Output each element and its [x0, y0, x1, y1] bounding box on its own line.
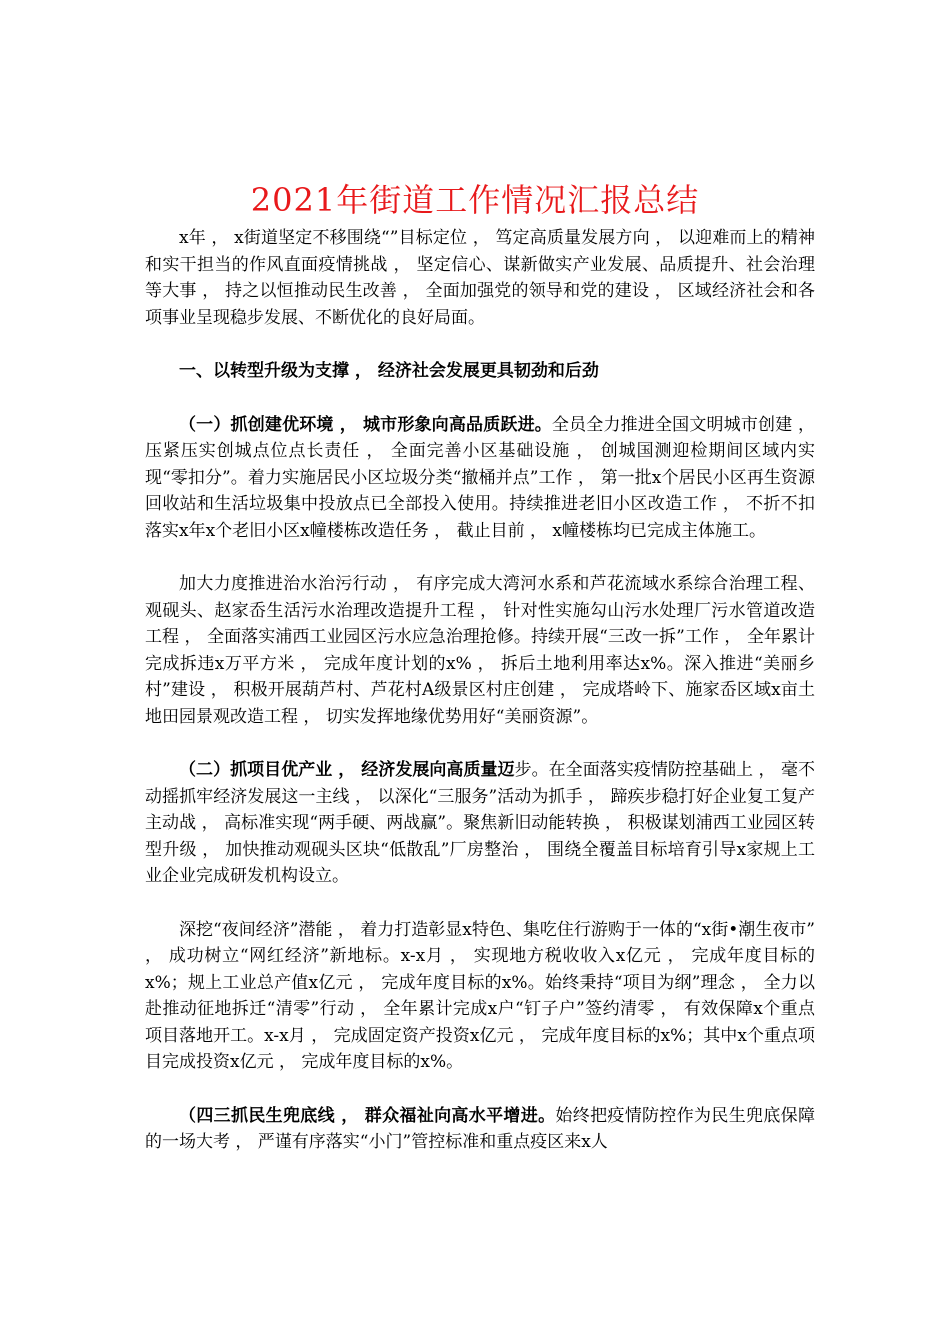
item-3-lead: （四三抓民生兜底线 ， 群众福祉向高水平增进。	[179, 1105, 556, 1126]
item-3-body: 始终把疫情防控作为民生兜底保障的一场大考 ， 严谨有序落实“小门”管控标准和重点疫区来x人	[145, 1105, 816, 1152]
item-2-paragraph-2: 深挖“夜间经济”潜能 ， 着力打造彰显x特色、集吃住行游购于一体的“x街•潮生夜市” ， 成功树立“网红经济”新地标。x-x月 ， 实现地方税收收入x亿元 ， 完成年度目标的x%；规上工业总产值x亿元 ， 完成年度目标的x%。始终秉持“项目为纲”理念 ， 全力以赴推动征地拆迁“清零”行动 ， 全年累计完成x户“钉子户”签约清零 ， 有效保障x个重点项目落地开工。x-x月 ， 完成固定资产投资x亿元 ， 完成年度目标的x%；其中x个重点项目完成投资x亿元 ， 完成年度目标的x%。	[145, 919, 815, 1072]
item-2-body: 步。在全面落实疫情防控基础上 ， 毫不动摇抓牢经济发展这一主线 ， 以深化“三服务”活动为抓手 ， 蹄疾步稳打好企业复工复产主动战 ， 高标准实现“两手硬、两战赢”。聚焦新旧动能转换 ， 积极谋划浦西工业园区转型升级 ， 加快推动观砚头区块“低散乱”厂房整治 ， 围绕全覆盖目标培育引导x家规上工业企业完成研发机构设立。	[145, 760, 815, 886]
document-title: 2021年街道工作情况汇报总结	[250, 181, 700, 220]
item-2-lead: （二）抓项目优产业 ， 经济发展向高质量迈	[179, 760, 515, 780]
item-1-lead: （一）抓创建优环境 ， 城市形象向高品质跃进。	[179, 414, 552, 435]
item-1-paragraph	[145, 412, 815, 545]
section-heading-1: 一、以转型升级为支撑 ， 经济社会发展更具韧劲和后劲	[179, 361, 599, 381]
document-body	[145, 225, 815, 1156]
item-2-paragraph	[145, 757, 815, 890]
intro-paragraph: x年 ， x街道坚定不移围绕“”目标定位 ， 笃定高质量发展方向 ， 以迎难而上的精神和实干担当的作风直面疫情挑战 ， 坚定信心、谋新做实产业发展、品质提升、社会治理等大事 ， 持之以恒推动民生改善 ， 全面加强党的领导和党的建设 ， 区域经济社会和各项事业呈现稳步发展、不断优化的良好局面。	[145, 228, 815, 328]
item-1-paragraph-2: 加大力度推进治水治污行动 ， 有序完成大湾河水系和芦花流域水系综合治理工程、观砚头、赵家岙生活污水治理改造提升工程 ， 针对性实施勾山污水处理厂污水管道改造工程 ， 全面落实浦西工业园区污水应急治理抢修。持续开展“三改一拆”工作 ， 全年累计完成拆违x万平方米 ， 完成年度计划的x% ， 拆后土地利用率达x%。深入推进“美丽乡村”建设 ， 积极开展葫芦村、芦花村A级景区村庄创建 ， 完成塔岭下、施家岙区域x亩土地田园景观改造工程 ， 切实发挥地缘优势用好“美丽资源”。	[145, 574, 815, 727]
item-3-paragraph	[145, 1103, 815, 1156]
item-1-body: 全员全力推进全国文明城市创建 ， 压紧压实创城点位点长责任 ， 全面完善小区基础设施 ， 创城国测迎检期间区域内实现“零扣分”。着力实施居民小区垃圾分类“撤桶并点”工作 ， 第一批x个居民小区再生资源回收站和生活垃圾集中投放点已全部投入使用。持续推进老旧小区改造工作 ， 不折不扣落实x年x个老旧小区x幢楼栋改造任务 ， 截止目前 ， x幢楼栋均已完成主体施工。	[145, 414, 815, 541]
